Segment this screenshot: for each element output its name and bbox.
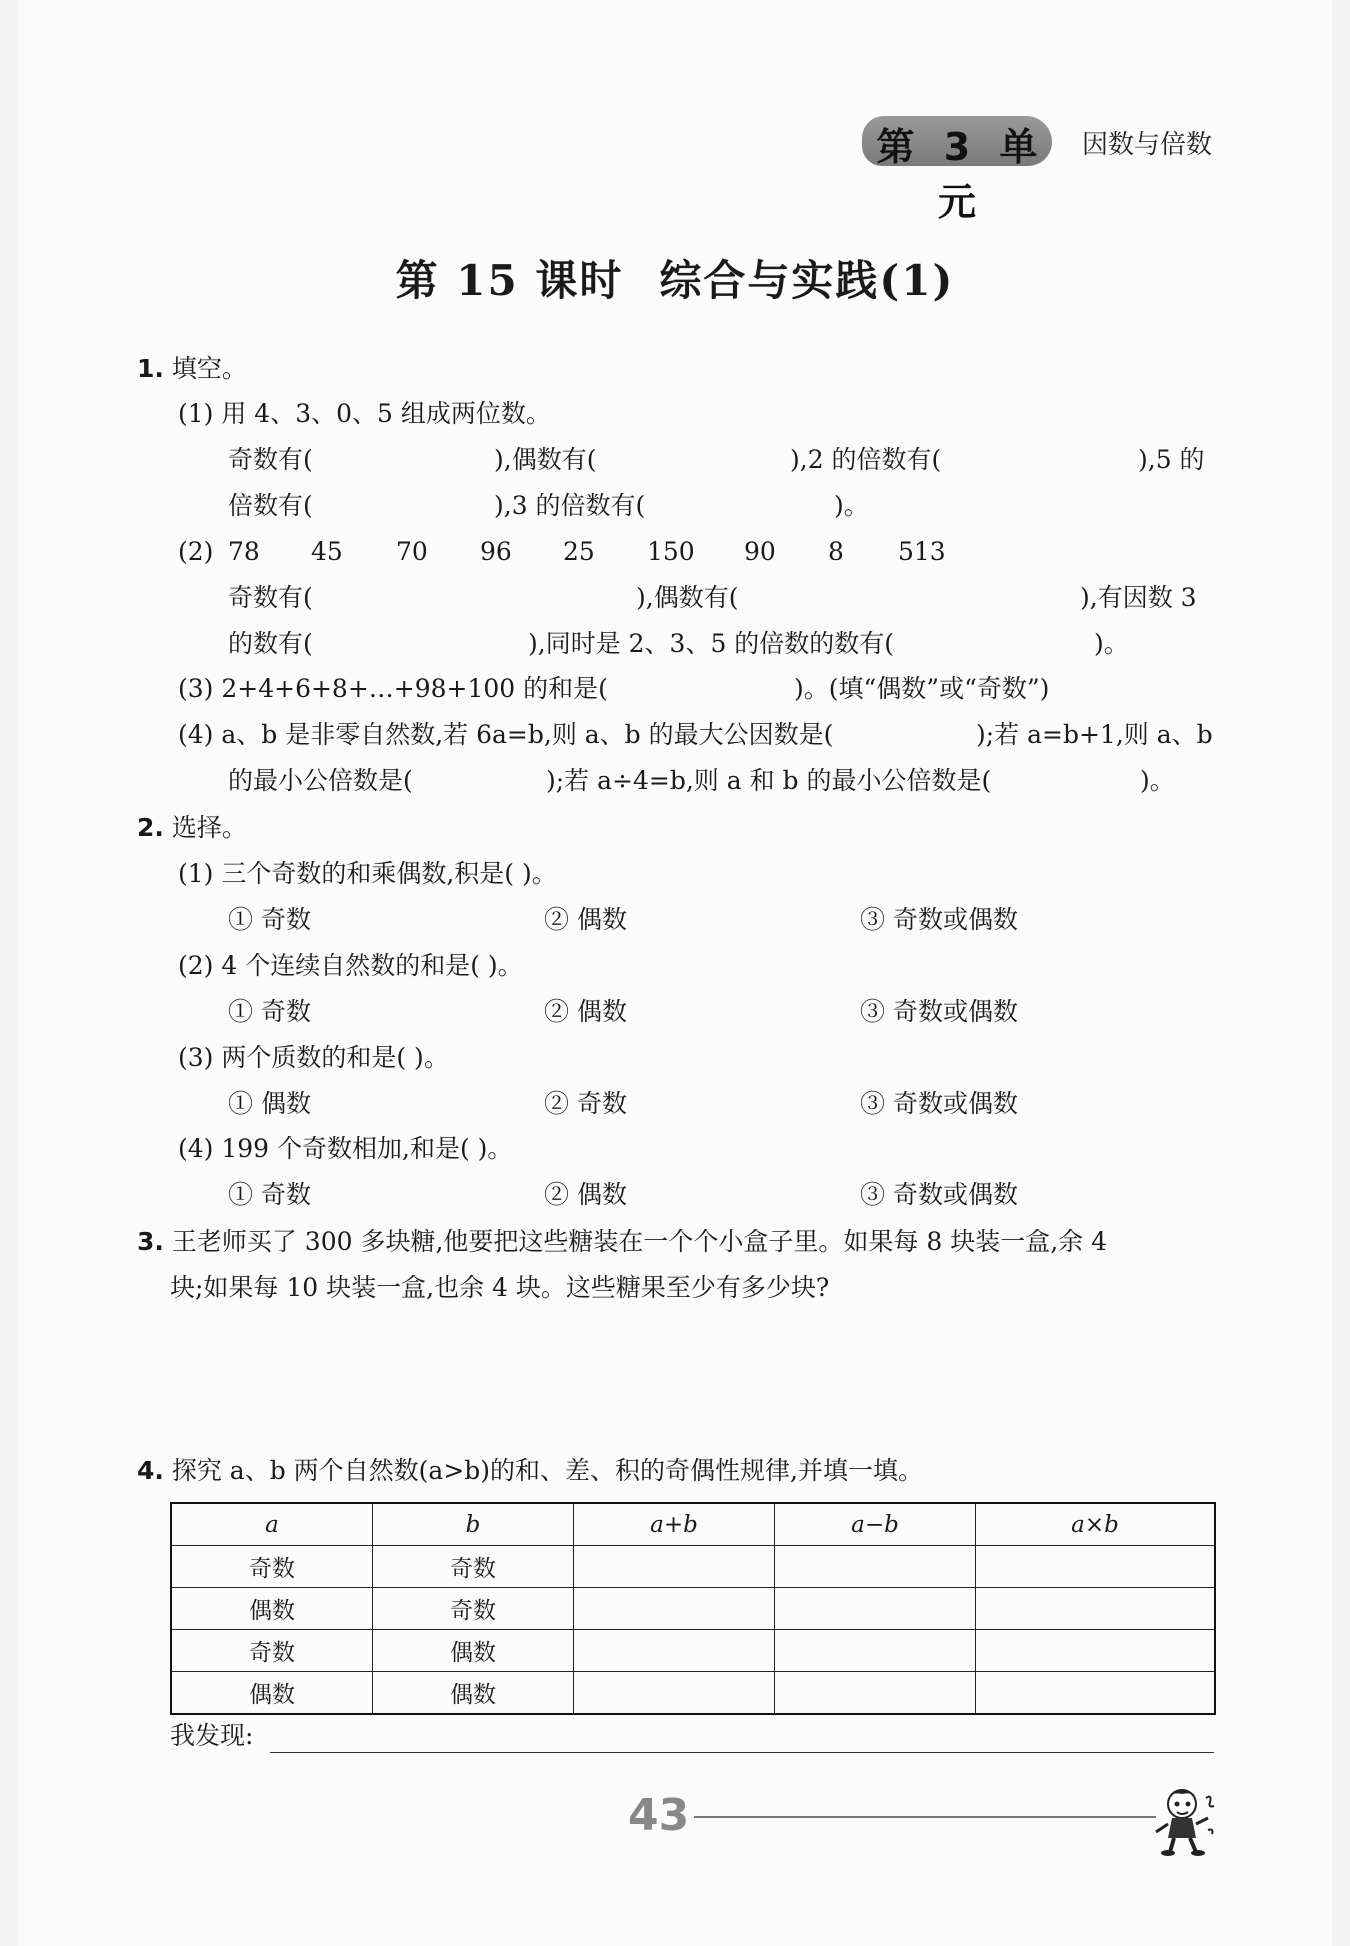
answer-cell[interactable]: [574, 1630, 775, 1672]
q2-item1-stem: (1) 三个奇数的和乘偶数,积是( )。: [178, 859, 557, 888]
q1-part2-odd: 奇数有(: [228, 583, 313, 612]
header-b: b: [373, 1503, 574, 1546]
q1-part1-mult2: ),2 的倍数有(: [790, 445, 942, 474]
q1-part2-num-2: 70: [396, 537, 428, 566]
answer-cell[interactable]: [574, 1546, 775, 1588]
lesson-name: 综合与实践(1): [659, 256, 955, 305]
q1-part2-head: (2): [178, 537, 214, 566]
q1-part4-stem2: );若 a=b+1,则 a、b: [976, 720, 1213, 749]
q2-item4-option1: ① 奇数: [228, 1180, 311, 1209]
q1-part3-hint: )。(填“偶数”或“奇数”): [794, 674, 1050, 703]
q1-part4-end: )。: [1140, 766, 1175, 795]
table-row: [171, 1546, 1215, 1588]
answer-cell[interactable]: [574, 1672, 775, 1715]
q3-text-line1: 王老师买了 300 多块糖,他要把这些糖装在一个个小盒子里。如果每 8 块装一盒,余 4: [171, 1227, 1108, 1256]
q1-part2-factor3-cont: 的数有(: [228, 629, 313, 658]
answer-cell[interactable]: [976, 1672, 1216, 1715]
answer-cell[interactable]: [775, 1630, 976, 1672]
q1-title: 填空。: [171, 354, 247, 383]
q2-item4-option3: ③ 奇数或偶数: [860, 1180, 1018, 1209]
q1-part1-even: ),偶数有(: [494, 445, 597, 474]
q1-part1-mult3: ),3 的倍数有(: [494, 491, 646, 520]
cell-b: 奇数: [373, 1546, 574, 1588]
answer-cell[interactable]: [574, 1588, 775, 1630]
q1-part1-odd: 奇数有(: [228, 445, 313, 474]
cell-a: 奇数: [171, 1630, 373, 1672]
header-difference: a−b: [775, 1503, 976, 1546]
q1-part2-num-4: 25: [563, 537, 595, 566]
q4-number: 4.: [137, 1456, 164, 1485]
q3-line1: [137, 1227, 1107, 1257]
q1-part2-factor3: ),有因数 3: [1080, 583, 1197, 612]
q2-item1-option1: ① 奇数: [228, 905, 311, 934]
q1-part4-lcm: 的最小公倍数是(: [228, 766, 413, 795]
q2-item3-option1: ① 偶数: [228, 1089, 311, 1118]
q1-part1-mult5-cont: 倍数有(: [228, 491, 313, 520]
q2-item4-stem: (4) 199 个奇数相加,和是( )。: [178, 1134, 513, 1163]
cell-b: 偶数: [373, 1672, 574, 1715]
q1-part2-num-3: 96: [480, 537, 512, 566]
q4-heading: [137, 1456, 923, 1486]
q3-number: 3.: [137, 1227, 164, 1256]
table-row: [171, 1588, 1215, 1630]
q4-text: 探究 a、b 两个自然数(a>b)的和、差、积的奇偶性规律,并填一填。: [171, 1456, 923, 1485]
q2-item2-stem: (2) 4 个连续自然数的和是( )。: [178, 951, 523, 980]
finding-label: 我发现:: [170, 1721, 254, 1750]
header-product: a×b: [976, 1503, 1216, 1546]
q2-item2-option3: ③ 奇数或偶数: [860, 997, 1018, 1026]
q2-number: 2.: [137, 813, 164, 842]
answer-cell[interactable]: [976, 1630, 1216, 1672]
page-number: 43: [628, 1790, 690, 1841]
answer-cell[interactable]: [775, 1546, 976, 1588]
q2-item3-stem: (3) 两个质数的和是( )。: [178, 1043, 449, 1072]
q2-item2-option1: ① 奇数: [228, 997, 311, 1026]
footer-rule: [694, 1816, 1156, 1818]
answer-cell[interactable]: [976, 1588, 1216, 1630]
q2-item2-option2: ② 偶数: [544, 997, 627, 1026]
q1-part3-stem: (3) 2+4+6+8+…+98+100 的和是(: [178, 674, 608, 703]
lesson-title: [0, 248, 1350, 308]
table-header-row: [171, 1503, 1215, 1546]
q2-item3-option2: ② 奇数: [544, 1089, 627, 1118]
q1-part1-mult5: ),5 的: [1138, 445, 1205, 474]
answer-cell[interactable]: [775, 1588, 976, 1630]
parity-table: [170, 1502, 1216, 1715]
lesson-number: 第 15 课时: [395, 256, 624, 305]
q1-part1-end: )。: [834, 491, 869, 520]
finding-answer-line[interactable]: [270, 1752, 1214, 1753]
unit-topic: 因数与倍数: [1082, 130, 1213, 160]
q2-item3-option3: ③ 奇数或偶数: [860, 1089, 1018, 1118]
table-row: [171, 1672, 1215, 1715]
table-row: [171, 1630, 1215, 1672]
q1-part2-num-8: 513: [898, 537, 946, 566]
cell-a: 偶数: [171, 1588, 373, 1630]
unit-label: 第 3 单元: [876, 125, 1046, 224]
answer-cell[interactable]: [775, 1672, 976, 1715]
q2-item1-option3: ③ 奇数或偶数: [860, 905, 1018, 934]
q1-part4-stem3: );若 a÷4=b,则 a 和 b 的最小公倍数是(: [546, 766, 992, 795]
q1-part1-head: (1) 用 4、3、0、5 组成两位数。: [178, 399, 551, 428]
cell-a: 奇数: [171, 1546, 373, 1588]
q1-number: 1.: [137, 354, 164, 383]
q2-item4-option2: ② 偶数: [544, 1180, 627, 1209]
cell-b: 奇数: [373, 1588, 574, 1630]
q1-heading: [137, 354, 247, 384]
q1-part2-common-multiple: ),同时是 2、3、5 的倍数的数有(: [528, 629, 895, 658]
header-a: a: [171, 1503, 373, 1546]
q1-part2-num-0: 78: [228, 537, 260, 566]
header-sum: a+b: [574, 1503, 775, 1546]
q1-part2-num-6: 90: [744, 537, 776, 566]
q1-part2-end: )。: [1094, 629, 1129, 658]
q1-part2-num-1: 45: [311, 537, 343, 566]
q1-part4-stem: (4) a、b 是非零自然数,若 6a=b,则 a、b 的最大公因数是(: [178, 720, 834, 749]
cell-b: 偶数: [373, 1630, 574, 1672]
q2-heading: [137, 813, 247, 843]
cell-a: 偶数: [171, 1672, 373, 1715]
q3-text-line2: 块;如果每 10 块装一盒,也余 4 块。这些糖果至少有多少块?: [170, 1273, 830, 1302]
q1-part2-num-7: 8: [828, 537, 844, 566]
q1-part2-even: ),偶数有(: [636, 583, 739, 612]
answer-cell[interactable]: [976, 1546, 1216, 1588]
mascot-icon: [1150, 1784, 1220, 1856]
q2-title: 选择。: [171, 813, 247, 842]
q1-part2-num-5: 150: [647, 537, 695, 566]
q2-item1-option2: ② 偶数: [544, 905, 627, 934]
